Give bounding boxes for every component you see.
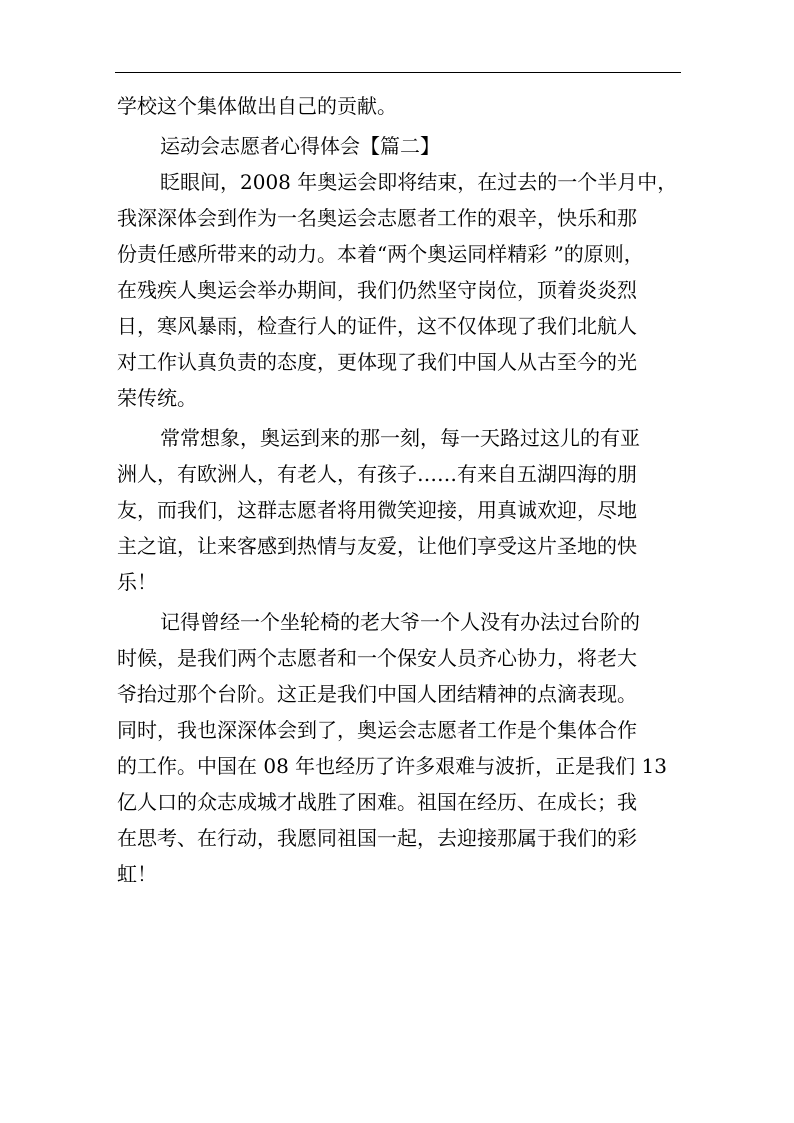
paragraph-line: 荣传统。 [117, 386, 197, 410]
paragraph-line: 日，寒风暴雨，检查行人的证件，这不仅体现了我们北航人 [117, 314, 637, 338]
paragraph-line: 乐！ [117, 570, 157, 594]
paragraph-line: 对工作认真负责的态度，更体现了我们中国人从古至今的光 [117, 350, 637, 374]
paragraph-line: 常常想象，奥运到来的那一刻，每一天路过这儿的有亚 [160, 426, 640, 450]
paragraph-line: 在思考、在行动，我愿同祖国一起，去迎接那属于我们的彩 [117, 826, 637, 850]
section-heading: 运动会志愿者心得体会【篇二】 [160, 134, 440, 158]
paragraph-line: 眨眼间，2008 年奥运会即将结束，在过去的一个半月中， [160, 170, 678, 194]
paragraph-line: 主之谊，让来客感到热情与友爱，让他们享受这片圣地的快 [117, 534, 637, 558]
paragraph-line: 在残疾人奥运会举办期间，我们仍然坚守岗位，顶着炎炎烈 [117, 278, 637, 302]
paragraph-line: 爷抬过那个台阶。这正是我们中国人团结精神的点滴表现。 [117, 682, 637, 706]
paragraph-line: 友，而我们，这群志愿者将用微笑迎接，用真诚欢迎，尽地 [117, 498, 637, 522]
paragraph-line: 同时，我也深深体会到了，奥运会志愿者工作是个集体合作 [117, 718, 637, 742]
document-body [117, 88, 677, 892]
paragraph-line: 虹！ [117, 862, 157, 886]
paragraph-line: 份责任感所带来的动力。本着“两个奥运同样精彩 ”的原则， [117, 242, 644, 266]
paragraph-line: 的工作。中国在 08 年也经历了许多艰难与波折，正是我们 13 [117, 754, 667, 778]
paragraph-line: 学校这个集体做出自己的贡献。 [117, 94, 397, 118]
paragraph-line: 洲人，有欧洲人，有老人，有孩子……有来自五湖四海的朋 [117, 462, 637, 486]
paragraph-line: 记得曾经一个坐轮椅的老大爷一个人没有办法过台阶的 [160, 610, 640, 634]
paragraph-line: 亿人口的众志成城才战胜了困难。祖国在经历、在成长；我 [117, 790, 637, 814]
paragraph-line: 时候，是我们两个志愿者和一个保安人员齐心协力，将老大 [117, 646, 637, 670]
header-rule [115, 72, 681, 73]
paragraph-line: 我深深体会到作为一名奥运会志愿者工作的艰辛，快乐和那 [117, 206, 637, 230]
